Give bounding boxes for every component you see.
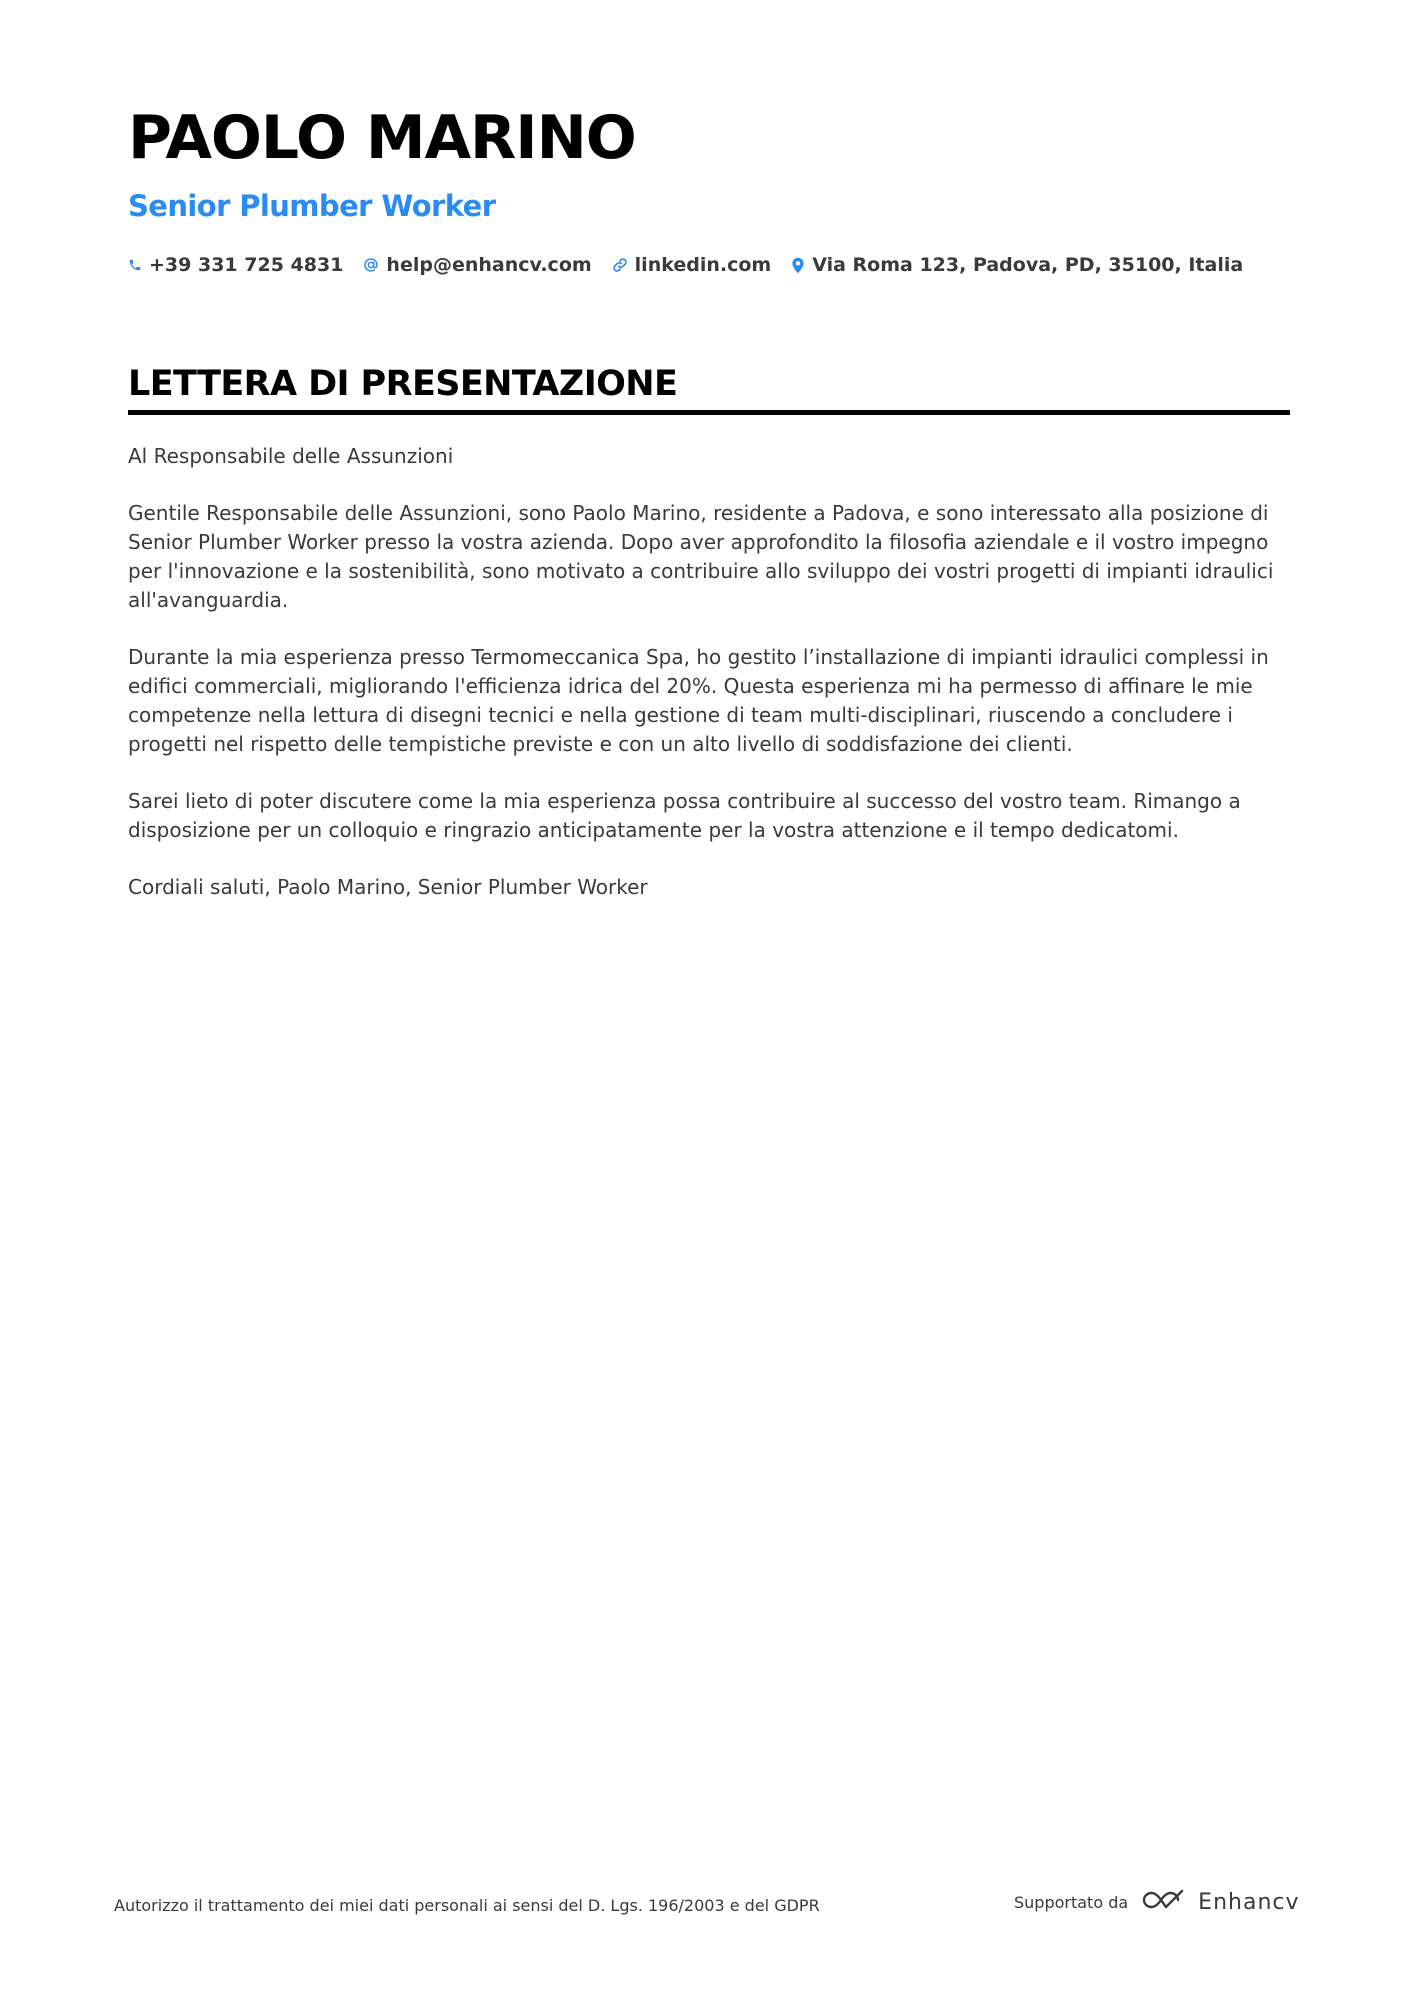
section-divider — [128, 410, 1290, 415]
section-title: LETTERA DI PRESENTAZIONE — [128, 364, 678, 404]
candidate-name: PAOLO MARINO — [128, 103, 636, 173]
powered-by-label: Supportato da — [1014, 1892, 1129, 1912]
email-text: help@enhancv.com — [386, 254, 592, 276]
brand-name: Enhancv — [1198, 1889, 1300, 1915]
linkedin-text: linkedin.com — [634, 254, 772, 276]
address-text: Via Roma 123, Padova, PD, 35100, Italia — [812, 254, 1244, 276]
letter-paragraph: Sarei lieto di poter discutere come la mia esperienza possa contribuire al successo del vostro team. Rimango a disposizione per un colloquio e ringrazio anticipatamente per la vostra attenzione e il tempo dedicatomi. — [128, 789, 1241, 842]
enhancv-logo-icon — [1140, 1888, 1186, 1916]
contact-email[interactable] — [363, 254, 591, 276]
contact-address — [791, 254, 1243, 276]
phone-text: +39 331 725 4831 — [149, 254, 344, 276]
link-icon — [612, 257, 628, 273]
letter-paragraph: Gentile Responsabile delle Assunzioni, sono Paolo Marino, residente a Padova, e sono interessato alla posizione di Senior Plumber Worker presso la vostra azienda. Dopo aver approfondito la filosofia aziendale e il vostro impegno per l'innovazione e la sostenibilità, sono motivato a contribuire allo sviluppo dei vostri progetti di impianti idraulici all'avanguardia. — [128, 501, 1274, 612]
location-pin-icon — [791, 257, 805, 274]
letter-closing: Cordiali saluti, Paolo Marino, Senior Plumber Worker — [128, 875, 648, 899]
letter-salutation: Al Responsabile delle Assunzioni — [128, 444, 454, 468]
privacy-consent: Autorizzo il trattamento dei miei dati personali ai sensi del D. Lgs. 196/2003 e del GDPR — [114, 1896, 820, 1915]
letter-paragraph: Durante la mia esperienza presso Termomeccanica Spa, ho gestito l’installazione di impianti idraulici complessi in edifici commerciali, migliorando l'efficienza idrica del 20%. Questa esperienza mi ha permesso di affinare le mie competenze nella lettura di disegni tecnici e nella gestione di team multi-disciplinari, riuscendo a concludere i progetti nel rispetto delle tempistiche previste e con un alto livello di soddisfazione dei clienti. — [128, 645, 1269, 756]
at-icon — [363, 257, 379, 273]
contact-linkedin[interactable] — [612, 254, 772, 276]
letter-body — [128, 442, 1290, 930]
contact-bar — [128, 254, 1243, 276]
phone-icon — [128, 258, 142, 272]
candidate-role: Senior Plumber Worker — [128, 189, 496, 223]
contact-phone[interactable] — [128, 254, 343, 276]
powered-by[interactable] — [1014, 1888, 1300, 1916]
